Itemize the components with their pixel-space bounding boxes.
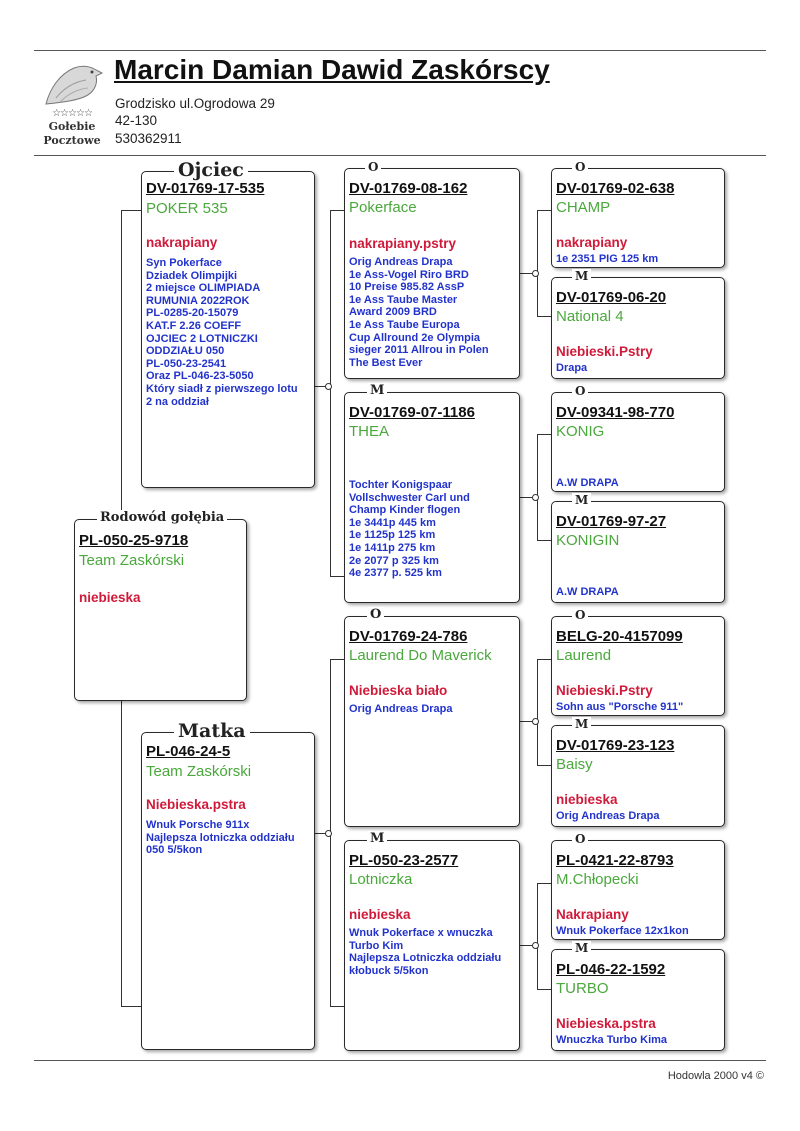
- connector-father-vertical: [330, 210, 331, 576]
- note-line: 2 miejsce OLIMPIADA: [146, 282, 261, 295]
- pigeon-notes: [556, 925, 721, 938]
- subject-tag: Rodowód gołębia: [97, 510, 227, 526]
- note-line: 4e 2377 p. 525 km: [349, 567, 442, 580]
- ffm-card[interactable]: [551, 269, 725, 379]
- connector-father: [121, 210, 141, 211]
- pigeon-color: Niebieska biało: [349, 683, 448, 698]
- note-line: PL-050-23-2541: [146, 357, 227, 370]
- connector-mf-vertical: [537, 659, 538, 765]
- owner-name: Marcin Damian Dawid Zaskórscy: [114, 54, 550, 85]
- pigeon-name: Lotniczka: [349, 871, 413, 888]
- owner-postal: 42-130: [115, 113, 158, 128]
- ring-number: PL-050-25-9718: [79, 532, 189, 549]
- ring-number: PL-046-24-5: [146, 743, 231, 760]
- sex-tag: M: [367, 831, 387, 847]
- note-line: Dziadek Olimpijki: [146, 269, 238, 282]
- connector-fm-vertical: [537, 434, 538, 540]
- fff-card[interactable]: [551, 160, 725, 268]
- subject-card[interactable]: [74, 510, 247, 701]
- pigeon-notes: [146, 257, 311, 408]
- note-line: 2e 2077 p 325 km: [349, 554, 439, 567]
- pigeon-name: Team Zaskórski: [146, 763, 252, 780]
- pigeon-name: KONIGIN: [556, 532, 620, 549]
- ring-number: PL-050-23-2577: [349, 852, 459, 869]
- ring-number: PL-046-22-1592: [556, 961, 666, 978]
- pigeon-name: THEA: [349, 423, 390, 440]
- note-line: KAT.F 2.26 COEFF: [146, 319, 242, 332]
- sex-tag: M: [572, 941, 591, 955]
- pigeon-notes: [556, 477, 721, 490]
- pigeon-name: National 4: [556, 308, 624, 325]
- mfm-card[interactable]: [551, 717, 725, 827]
- pigeon-color: niebieska: [349, 907, 411, 922]
- pigeon-name: CHAMP: [556, 199, 611, 216]
- note-line: Wnuk Pokerface x wnuczka: [349, 927, 493, 939]
- father-card[interactable]: [141, 159, 315, 488]
- fmm-card[interactable]: [551, 493, 725, 603]
- pigeon-color: nakrapiany: [556, 235, 628, 250]
- note-line: kłobuck 5/5kon: [349, 964, 429, 977]
- note-line: Cup Allround 2e Olympia: [349, 331, 480, 344]
- note-line: 1e Ass Taube Master: [349, 293, 458, 306]
- note-line: Orig Andreas Drapa: [556, 810, 660, 822]
- pigeon-color: nakrapiany: [146, 235, 218, 250]
- sex-tag: O: [367, 607, 384, 623]
- note-line: Tochter Konigspaar: [349, 479, 453, 491]
- note-line: RUMUNIA 2022ROK: [146, 294, 250, 307]
- logo-text-line1: Gołebie: [48, 120, 96, 133]
- pigeon-color: niebieska: [79, 590, 141, 605]
- sex-tag: O: [572, 160, 588, 174]
- connector-mfm: [537, 765, 551, 766]
- note-line: 050 5/5kon: [146, 844, 203, 857]
- pigeon-name: M.Chłopecki: [556, 871, 639, 888]
- ring-number: DV-09341-98-770: [556, 404, 675, 421]
- pigeon-color: nakrapiany.pstry: [349, 236, 457, 251]
- note-line: Orig Andreas Drapa: [349, 256, 453, 268]
- note-line: 1e 1125p 125 km: [349, 529, 436, 542]
- note-line: Wnuczka Turbo Kima: [556, 1034, 668, 1046]
- pigeon-notes: [349, 927, 516, 977]
- pigeon-notes: [556, 586, 721, 599]
- top-divider: [34, 50, 766, 51]
- pigeon-color: niebieska: [556, 792, 618, 807]
- pigeon-color: Niebieski.Pstry: [556, 344, 653, 359]
- note-line: OJCIEC 2 LOTNICZKI: [146, 332, 258, 345]
- sex-tag: M: [572, 269, 591, 283]
- connector-fff: [537, 210, 551, 211]
- note-line: 1e 2351 PIG 125 km: [556, 253, 659, 265]
- note-line: Najlepsza lotniczka oddziału: [146, 831, 295, 844]
- mff-card[interactable]: [551, 608, 725, 716]
- mmf-card[interactable]: [551, 832, 725, 940]
- note-line: The Best Ever: [349, 356, 423, 369]
- stars-icon: ☆☆☆☆☆: [52, 108, 92, 119]
- mm-card[interactable]: [344, 831, 520, 1051]
- note-line: Sohn aus "Porsche 911": [556, 701, 684, 713]
- note-line: Najlepsza Lotniczka oddziału: [349, 952, 502, 965]
- connector-ffm: [537, 316, 551, 317]
- ring-number: DV-01769-07-1186: [349, 404, 475, 421]
- pigeon-notes: [146, 819, 311, 857]
- ring-number: DV-01769-02-638: [556, 180, 675, 197]
- pigeon-name: TURBO: [556, 980, 609, 997]
- note-line: Champ Kinder flogen: [349, 504, 461, 517]
- connector-mf: [330, 659, 344, 660]
- pigeon-notes: [349, 256, 516, 369]
- connector-knob: [532, 494, 539, 501]
- note-line: 2 na oddział: [146, 395, 209, 408]
- note-line: Vollschwester Carl und: [349, 491, 470, 504]
- connector-fmm: [537, 540, 551, 541]
- note-line: Wnuk Pokerface 12x1kon: [556, 925, 689, 937]
- note-line: Wnuk Porsche 911x: [146, 819, 250, 831]
- bottom-divider: [34, 1060, 766, 1061]
- pigeon-logo: [36, 58, 108, 148]
- note-line: ODDZIAŁU 050: [146, 345, 225, 358]
- sex-tag: M: [367, 383, 387, 399]
- note-line: 1e Ass Taube Europa: [349, 318, 460, 331]
- connector-ff: [330, 210, 344, 211]
- note-line: Syn Pokerface: [146, 257, 222, 269]
- note-line: 1e 1411p 275 km: [349, 541, 436, 554]
- pigeon-name: POKER 535: [146, 200, 228, 217]
- connector-mmf: [537, 883, 551, 884]
- pigeon-notes: [556, 701, 721, 714]
- note-line: sieger 2011 Allrou in Polen: [349, 344, 489, 357]
- connector-fm: [330, 576, 344, 577]
- logo-text-line2: Pocztowe: [43, 134, 101, 147]
- pigeon-name: Baisy: [556, 756, 593, 773]
- sex-tag: O: [572, 384, 588, 398]
- note-line: Oraz PL-046-23-5050: [146, 370, 254, 383]
- pigeon-icon: [42, 58, 104, 110]
- note-line: Award 2009 BRD: [349, 306, 437, 319]
- connector-mmm: [537, 989, 551, 990]
- connector-mm: [330, 1006, 344, 1007]
- sex-tag: M: [572, 493, 591, 507]
- pigeon-notes: [556, 253, 721, 266]
- pigeon-notes: [556, 810, 721, 823]
- note-line: 1e 3441p 445 km: [349, 516, 436, 529]
- header-divider: [34, 155, 766, 156]
- connector-mff: [537, 659, 551, 660]
- mother-tag: Matka: [174, 720, 250, 742]
- footer-credit: Hodowla 2000 v4 ©: [667, 1070, 764, 1082]
- pigeon-color: Nakrapiany: [556, 907, 629, 922]
- owner-phone: 530362911: [115, 131, 182, 146]
- pigeon-notes: [349, 479, 516, 580]
- pigeon-notes: [556, 1034, 721, 1047]
- ring-number: BELG-20-4157099: [556, 628, 683, 645]
- pigeon-color: Niebieska.pstra: [146, 797, 246, 812]
- mmm-card[interactable]: [551, 941, 725, 1051]
- note-line: Drapa: [556, 362, 588, 374]
- connector-fmf: [537, 434, 551, 435]
- pigeon-notes: [556, 362, 721, 375]
- connector-mm-vertical: [537, 883, 538, 989]
- note-line: A.W DRAPA: [556, 586, 619, 598]
- ring-number: DV-01769-17-535: [146, 180, 265, 197]
- connector-knob: [325, 383, 332, 390]
- sex-tag: M: [572, 717, 591, 731]
- fm-card[interactable]: [344, 383, 520, 603]
- connector-knob: [532, 718, 539, 725]
- sex-tag: O: [365, 160, 381, 174]
- ring-number: PL-0421-22-8793: [556, 852, 674, 869]
- fmf-card[interactable]: [551, 384, 725, 492]
- pigeon-name: Team Zaskórski: [79, 552, 185, 569]
- pigeon-name: Laurend: [556, 647, 612, 664]
- note-line: A.W DRAPA: [556, 477, 619, 489]
- ring-number: DV-01769-08-162: [349, 180, 468, 197]
- father-tag: Ojciec: [174, 159, 248, 181]
- note-line: 10 Preise 985.82 AssP: [349, 281, 465, 294]
- connector-mother: [121, 1006, 141, 1007]
- mother-card[interactable]: [141, 720, 315, 1050]
- ring-number: DV-01769-23-123: [556, 737, 675, 754]
- connector-ff-vertical: [537, 210, 538, 316]
- connector-knob: [532, 270, 539, 277]
- connector-knob: [532, 942, 539, 949]
- owner-address: Grodzisko ul.Ogrodowa 29: [115, 96, 275, 111]
- ring-number: DV-01769-06-20: [556, 289, 667, 306]
- note-line: 1e Ass-Vogel Riro BRD: [349, 268, 469, 281]
- pigeon-name: KONIG: [556, 423, 605, 440]
- pigeon-color: Niebieska.pstra: [556, 1016, 656, 1031]
- ff-card[interactable]: [344, 160, 520, 379]
- note-line: Turbo Kim: [349, 939, 404, 952]
- sex-tag: O: [572, 608, 588, 622]
- note-line: Który siadł z pierwszego lotu: [146, 382, 298, 395]
- note-line: Orig Andreas Drapa: [349, 703, 453, 715]
- connector-knob: [325, 830, 332, 837]
- pigeon-name: Laurend Do Maverick: [349, 647, 492, 664]
- mf-card[interactable]: [344, 607, 520, 827]
- pigeon-color: Niebieski.Pstry: [556, 683, 653, 698]
- note-line: PL-0285-20-15079: [146, 307, 239, 320]
- pigeon-notes: [349, 703, 516, 716]
- sex-tag: O: [572, 832, 588, 846]
- pigeon-name: Pokerface: [349, 199, 417, 216]
- ring-number: DV-01769-24-786: [349, 628, 468, 645]
- ring-number: DV-01769-97-27: [556, 513, 667, 530]
